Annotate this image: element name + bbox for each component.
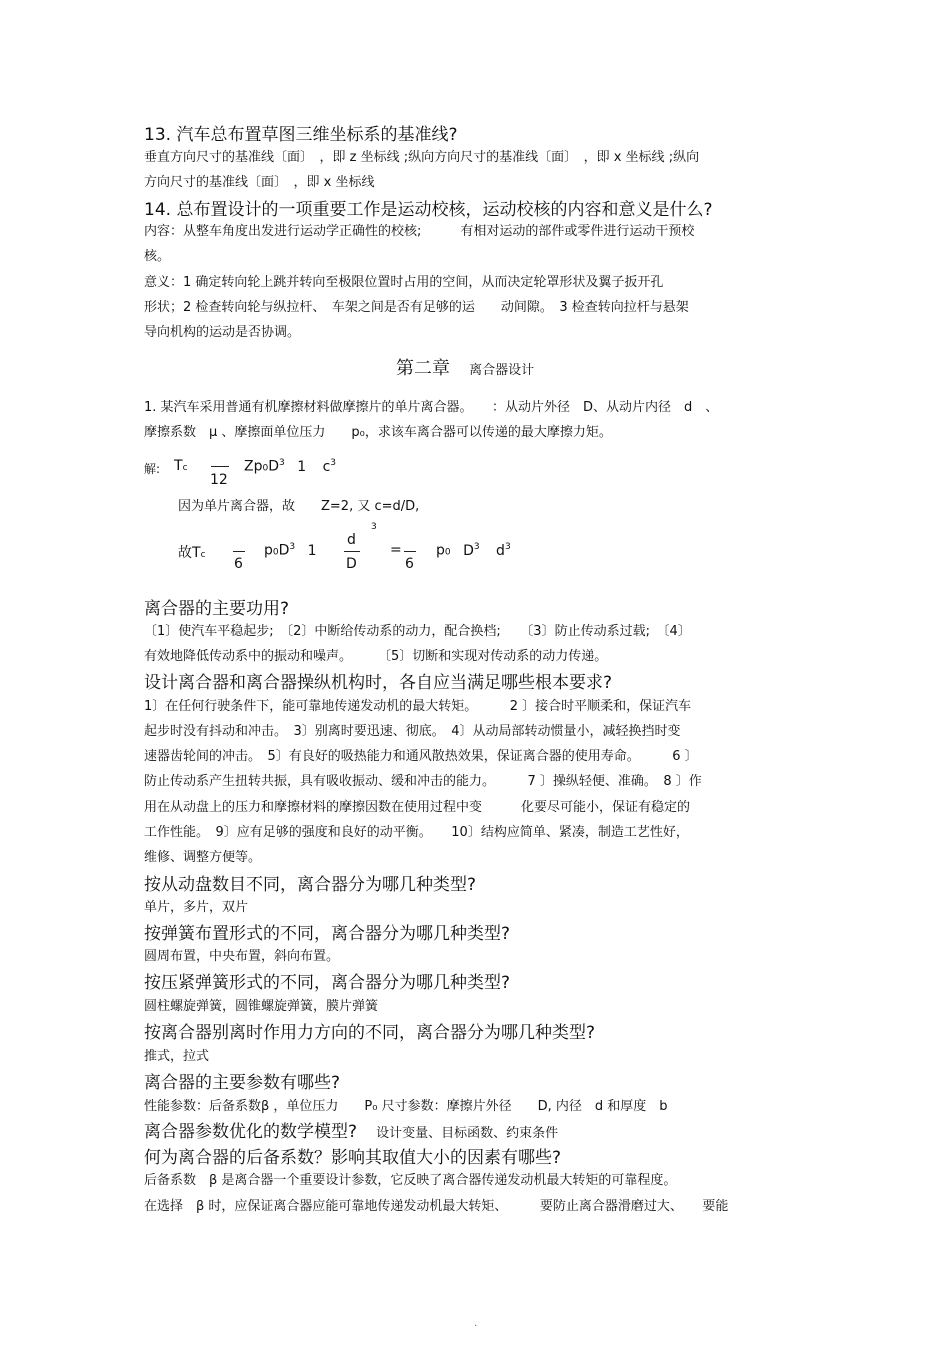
problem1-line-1: 1. 某汽车采用普通有机摩擦材料做摩擦片的单片离合器。 ：从动片外径 D、从动片内径 d 、: [144, 400, 719, 415]
q13-title: 13. 汽车总布置草图三维坐标系的基准线?: [144, 125, 458, 145]
q13-line-1: 垂直方向尺寸的基准线〔面〕 ，即 z 坐标线 ;纵向方向尺寸的基准线〔面〕 ，即 x 坐标线 ;纵向: [144, 150, 700, 165]
because-line: 因为单片离合器，故 Z=2, 又 c=d/D,: [178, 499, 420, 514]
eq2-denominator-1: 6: [234, 556, 243, 572]
eq2-frac-numerator: d: [347, 532, 356, 548]
disc-answer: 单片，多片，双片: [144, 900, 249, 915]
q13-line-2: 方向尺寸的基准线〔面〕 ，即 x 坐标线: [144, 175, 375, 190]
functions-line-1: 〔1〕使汽车平稳起步; 〔2〕中断给传动系的动力，配合换档; 〔3〕防止传动系过载; 〔4〕: [144, 624, 691, 639]
eq1-denominator: 12: [210, 472, 228, 488]
chapter-heading: [396, 354, 534, 380]
requirements-line-6: 工作性能。 9〕应有足够的强度和良好的动平衡。 10〕结构应简单、紧凑，制造工艺性好，: [144, 825, 689, 840]
q14-line-5: 导向机构的运动是否协调。: [144, 325, 301, 340]
model-answer: 设计变量、目标函数、约束条件: [376, 1126, 559, 1141]
disc-title: 按从动盘数目不同，离合器分为哪几种类型?: [144, 875, 477, 895]
eq2-lhs: 故Tc: [178, 545, 206, 561]
force-direction-title: 按离合器别离时作用力方向的不同，离合器分为哪几种类型?: [144, 1023, 596, 1043]
page-footer-dot: .: [474, 1318, 478, 1329]
functions-title: 离合器的主要功用?: [144, 599, 290, 619]
eq2-equals: =: [390, 542, 402, 558]
eq2-fraction-bar-1: [233, 551, 245, 552]
backup-line-2: 在选择 β 时，应保证离合器应能可靠地传递发动机最大转矩、 要防止离合器滑磨过大、 要能: [144, 1199, 729, 1214]
chapter-title: 第二章: [396, 358, 450, 379]
eq1-lhs: Tc: [174, 458, 188, 474]
model-title: 离合器参数优化的数学模型?: [144, 1122, 358, 1142]
q14-line-1: 内容：从整车角度出发进行运动学正确性的校核; 有相对运动的部件或零件进行运动干预校: [144, 224, 695, 239]
eq2-frac-denominator: D: [346, 556, 357, 572]
functions-line-2: 有效地降低传动系中的振动和噪声。 〔5〕切断和实现对传动系的动力传递。: [144, 649, 608, 664]
eq2-frac-exponent: 3: [371, 522, 377, 532]
requirements-line-7: 维修、调整方便等。: [144, 850, 262, 865]
eq2-denominator-2: 6: [405, 556, 414, 572]
q14-line-4: 形状；2 检查转向轮与纵拉杆、 车架之间是否有足够的运 动间隙。 3 检查转向拉杆与悬架: [144, 300, 689, 315]
eq2-fraction-bar-3: [404, 551, 416, 552]
requirements-line-3: 速器齿轮间的冲击。 5〕有良好的吸热能力和通风散热效果，保证离合器的使用寿命。 6 〕: [144, 749, 698, 764]
spring-type-answer: 圆柱螺旋弹簧，圆锥螺旋弹簧，膜片弹簧: [144, 999, 379, 1014]
requirements-line-2: 起步时没有抖动和冲击。 3〕别离时要迅速、彻底。 4〕从动局部转动惯量小，减轻换挡时变: [144, 724, 681, 739]
q14-line-2: 核。: [144, 249, 171, 264]
q14-line-3: 意义：1 确定转向轮上跳并转向至极限位置时占用的空间，从而决定轮罩形状及翼子扳开孔: [144, 275, 664, 290]
spring-layout-answer: 圆周布置，中央布置，斜向布置。: [144, 949, 340, 964]
eq2-body-2: p0 $D^3$ $d^3$: [436, 542, 511, 559]
q14-title: 14. 总布置设计的一项重要工作是运动校核，运动校核的内容和意义是什么?: [144, 200, 713, 220]
spring-layout-title: 按弹簧布置形式的不同，离合器分为哪几种类型?: [144, 924, 511, 944]
eq2-fraction-bar-2: [344, 551, 360, 552]
spring-type-title: 按压紧弹簧形式的不同，离合器分为哪几种类型?: [144, 973, 511, 993]
requirements-line-4: 防止传动系产生扭转共振，具有吸收振动、缓和冲击的能力。 7 〕操纵轻便、准确。 8 〕作: [144, 774, 702, 789]
force-direction-answer: 推式，拉式: [144, 1049, 210, 1064]
params-title: 离合器的主要参数有哪些?: [144, 1073, 341, 1093]
requirements-line-1: 1〕在任何行驶条件下，能可靠地传递发动机的最大转矩。 2 〕接合时平顺柔和，保证汽车: [144, 699, 692, 714]
backup-line-1: 后备系数 β 是离合器一个重要设计参数，它反映了离合器传递发动机最大转矩的可靠程度。: [144, 1173, 677, 1188]
requirements-title: 设计离合器和离合器操纵机构时，各自应当满足哪些根本要求?: [144, 673, 613, 693]
model-row: [144, 1117, 558, 1142]
eq2-body-1: $p0D^3$ 1: [264, 542, 317, 559]
chapter-subtitle: 离合器设计: [469, 363, 535, 378]
params-answer: 性能参数：后备系数β ，单位压力 P₀ 尺寸参数：摩擦片外径 D, 内径 d 和厚度 b: [144, 1099, 668, 1114]
problem1-line-2: 摩擦系数 μ 、摩擦面单位压力 p₀，求该车离合器可以传递的最大摩擦力矩。: [144, 425, 612, 440]
eq1-body: $Zp0D^3$ 1 $c^3$: [244, 458, 336, 475]
backup-title: 何为离合器的后备系数？影响其取值大小的因素有哪些?: [144, 1148, 562, 1168]
eq1-fraction-bar: [211, 466, 229, 467]
solution-label: 解:: [144, 462, 161, 476]
requirements-line-5: 用在从动盘上的压力和摩擦材料的摩擦因数在使用过程中变 化要尽可能小，保证有稳定的: [144, 800, 691, 815]
